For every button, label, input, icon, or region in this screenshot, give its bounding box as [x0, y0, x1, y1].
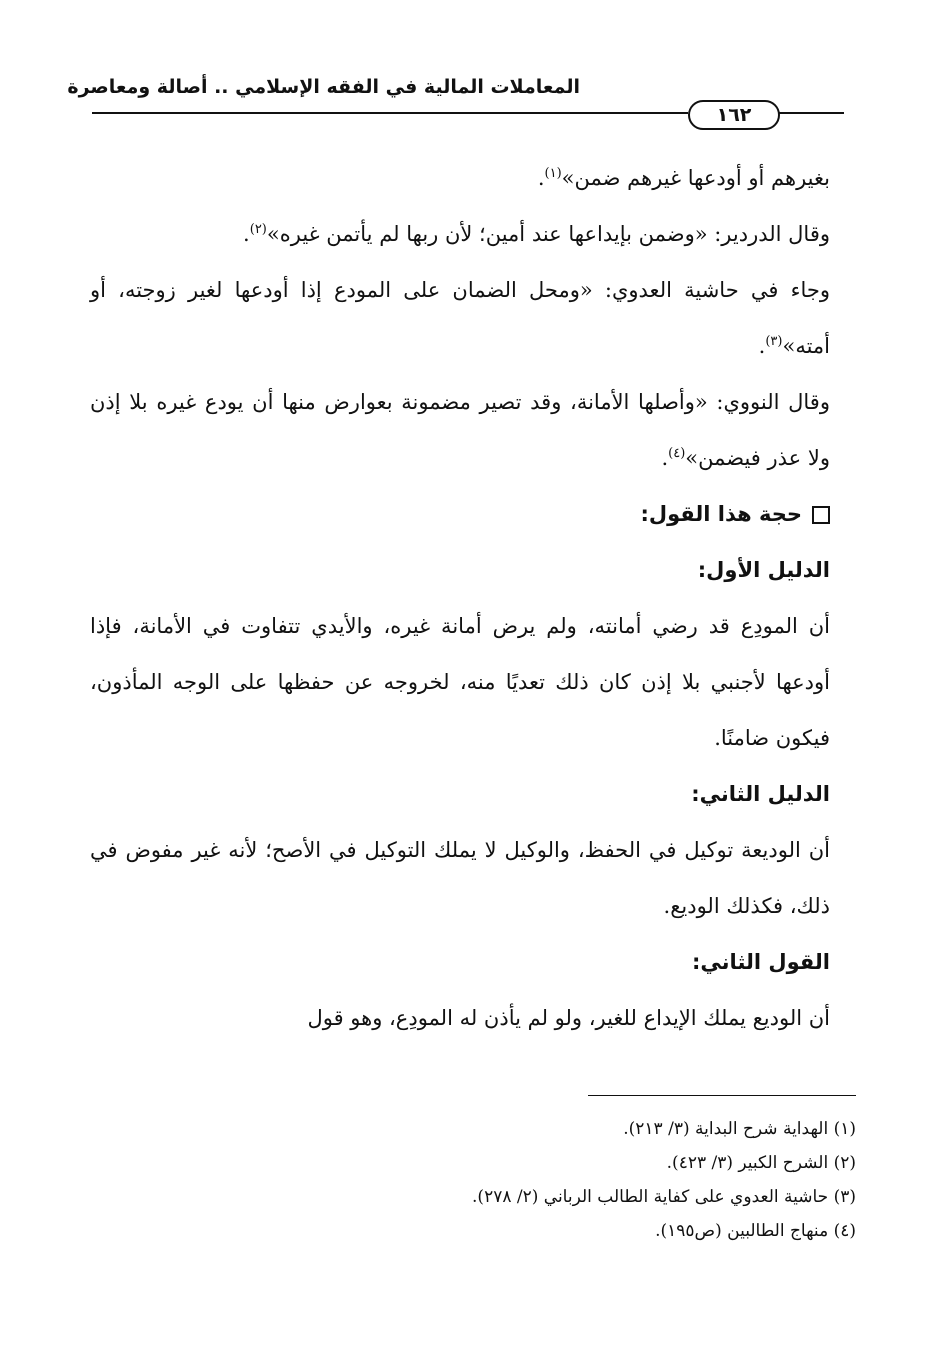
paragraph-6: أن الوديعة توكيل في الحفظ، والوكيل لا يملك التوكيل في الأصح؛ لأنه غير مفوض في ذلك، فكذلك الوديع. — [90, 838, 830, 918]
paragraph-1: بغيرهم أو أودعها غيرهم ضمن»$^{(١)}$. — [537, 166, 830, 190]
running-header: المعاملات المالية في الفقه الإسلامي .. أصالة ومعاصرة — [67, 76, 580, 98]
footnote-ref-3: (٣) — [765, 334, 783, 349]
paragraph-3: وجاء في حاشية العدوي: «ومحل الضمان على المودع إذا أودعها لغير زوجته، أو أمته»$^{(٣)}$. — [90, 278, 830, 358]
footnote-2: (٢) الشرح الكبير (٣/ ٤٢٣). — [666, 1153, 856, 1173]
footnote-ref-1: (١) — [544, 166, 562, 181]
paragraph-2: وقال الدردير: «وضمن بإيداعها عند أمين؛ لأن ربها لم يأتمن غيره»$^{(٢)}$. — [243, 222, 830, 246]
checkbox-icon — [812, 506, 830, 524]
header-rule — [92, 112, 688, 114]
footnote-ref-2: (٢) — [249, 222, 267, 237]
footnote-ref-4: (٤) — [668, 446, 686, 461]
footnote-4: (٤) منهاج الطالبين (ص١٩٥). — [655, 1221, 856, 1241]
subheading-second-opinion: القول الثاني: — [692, 950, 830, 974]
footnote-1: (١) الهداية شرح البداية (٣/ ٢١٣). — [623, 1119, 856, 1139]
footnotes — [300, 1112, 856, 1248]
main-text — [90, 150, 830, 1046]
section-heading: حجة هذا القول: — [90, 486, 830, 542]
subheading-first-evidence: الدليل الأول: — [697, 558, 830, 582]
page-number: ١٦٢ — [688, 100, 780, 130]
subheading-second-evidence: الدليل الثاني: — [691, 782, 830, 806]
paragraph-5: أن المودِع قد رضي أمانته، ولم يرض أمانة غيره، والأيدي تتفاوت في الأمانة، فإذا أودعها لأجنبي بلا إذن كان ذلك تعديًا منه، لخروجه عن حفظها على الوجه المأذون، فيكون ضامنًا. — [90, 614, 830, 750]
footnote-3: (٣) حاشية العدوي على كفاية الطالب الرباني (٢/ ٢٧٨). — [472, 1187, 856, 1207]
footnote-rule — [588, 1095, 856, 1096]
paragraph-7: أن الوديع يملك الإيداع للغير، ولو لم يأذن له المودِع، وهو قول — [307, 1006, 830, 1030]
header-rule-right — [778, 112, 844, 114]
paragraph-4: وقال النووي: «وأصلها الأمانة، وقد تصير مضمونة بعوارض منها أن يودع غيره بلا إذن ولا عذر فيضمن»$^{(٤)}$. — [90, 390, 830, 470]
